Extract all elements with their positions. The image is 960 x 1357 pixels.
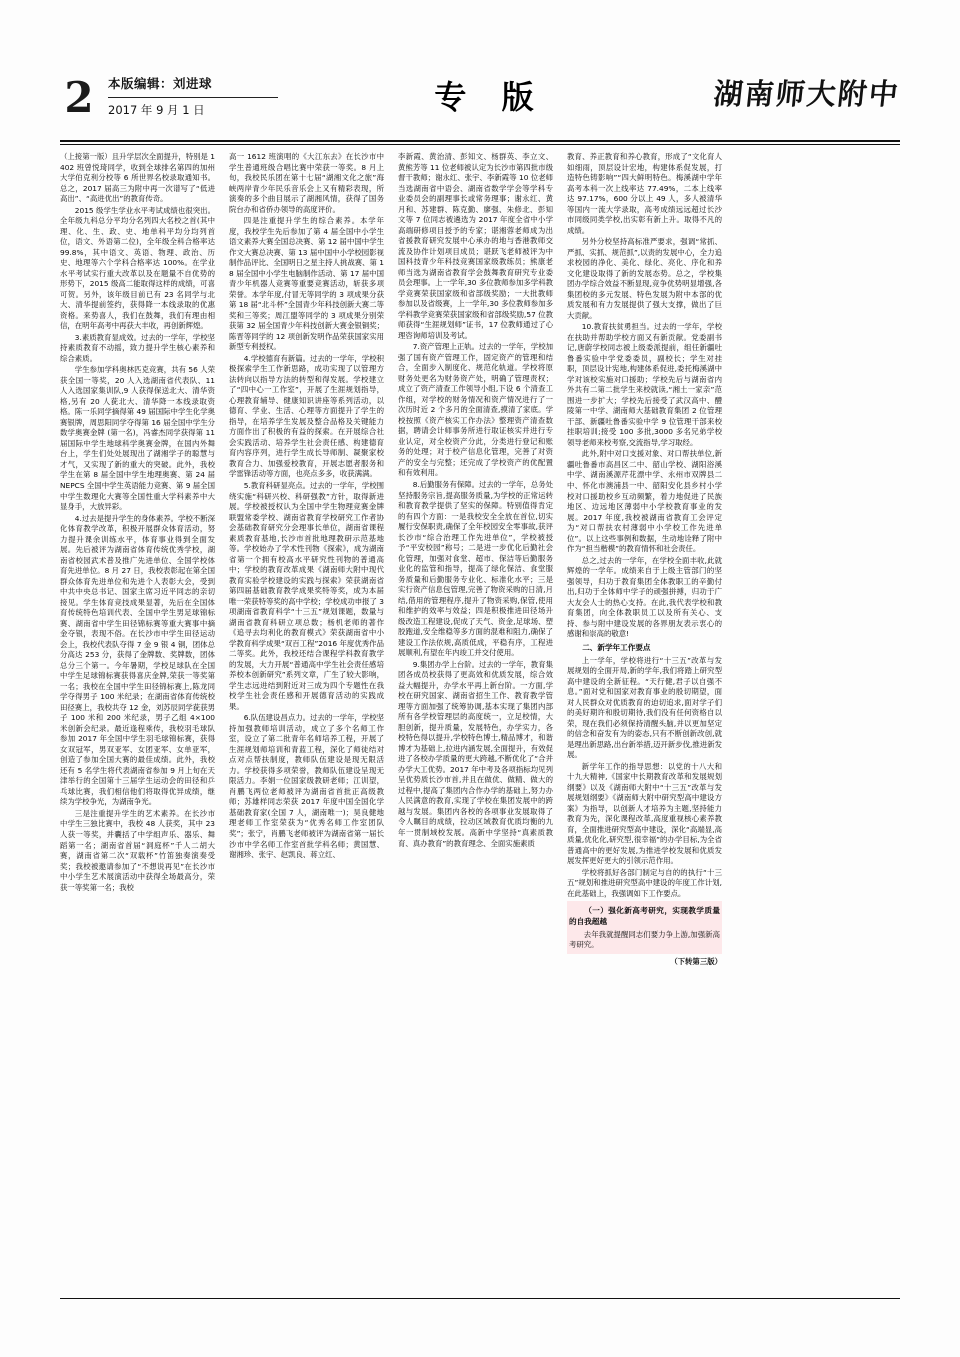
paragraph: 4.过去是提升学生的身体素养。学校不断深化体育教学改革，积极开展群众体育活动，努力提升课余训练水平，体育事业得到全面发展。先后被评为湖南省体育传统优秀学校，湖南省校园武术普及推广先进单位、全国学校体育先进单位。8 月 27 日，我校表彰起在第全国群众体育先进单位和先进个人表彰大会，受到中共中央总书记、国家主席习近平同志的亲切接见。学生体育竞技成果显著，先后在全国体育传统特色培训代表、全国中学生男足球锦标赛、湖南省中学生田径锦标赛等重大赛事中摘金夺银，表现不俗。在长沙市中学生田径运动会上，我校代表队夺得 7 金 9 银 4 铜，团体总分高达 253 分，获得了金牌数、奖牌数，团体总分三个第一。今年暑期，学校足球队在全国中学生足球锦标赛获得喜庆金牌,荣获一等奖第一名；我校在全国中学生田径锦标赛上,陈龙同学夺得男子 100 米纪录；在湖南省体育传统校田径赛上，我校共夺 12 金，刘苏辰同学莸获男子 100 米和 200 米纪录，男子乙组 4×100 米创新会纪录。最近逢程乘传，我校羽毛球队参加 2017 年全国中学生羽毛球锦标赛，获得女双冠军，男双亚军、女团亚军、女单亚军，创造了参加全国大赛的最佳成绩。此外，我校还有 5 名学生将代表湖南省参加 9 月上旬在天津举行的全国第十三届学生运动会的田径和乒乓球比赛，我们相信他们将取得优异成绩，继续为学校争光，为湖南争光。	[60, 513, 215, 807]
paragraph: 3.素质教育显成效。过去的一学年，学校坚持素质教育不动摇，致力提升学生核心素养和综合素质。	[60, 332, 215, 363]
publication-date: 2017 年 9 月 1 日	[108, 103, 205, 117]
article-columns	[60, 152, 900, 1292]
masthead-rule-thick	[60, 140, 900, 142]
column-4	[567, 152, 722, 1292]
paragraph: 4.学校德育有新篇。过去的一学年，学校积极探索学生工作新思路，成功实现了以管理方法转向以指导方法的转型和得发展。学校建立了“四中心一工作室”，开展了生涯规划指导，心理教育辅导、健康知识讲座等系列活动，以德育、学业、生活、心理等方面提升了学生的指导，在培养学生发展及整合品格及关键能力方面作出了积极的有益的探索。在开展综合社会实践活动、培养学生社会责任感、构建德育育内容序列，进行学生成长导师制、凝聚家校教育合力、加强爱校教育，开展志愿者服务和学雷锋活动等方面，也亮点多多，收获满满。	[229, 353, 384, 479]
paragraph: 此外,附中对口支援对象、对口帮扶单位,新疆吐鲁番市高昌区二中、韶山学校、湖阳浴溪中学、湖南溪源芹花漂中学、永州市双牌县二中、怀化市澳浦县一中、韶阳安化县乡村小学校对口援助校乡互动频繁，着力地促进了民族地区、边远地区薄弱中小学校教育事业的发展。2017 年度,我校被湖南省教育工会评定为“对口帮扶农村薄弱中小学校工作先进单位”。以上这些事例和数据，生动地诠释了附中作为“担当楷模”的教育情怀和社会责任。	[567, 449, 722, 554]
highlighted-section	[567, 901, 722, 954]
paragraph: 四是注重提升学生的综合素养。本学年度，我校学生先后参加了第 4 届全国中小学生语文素养大赛全国总决赛、第 12 届中国中学生作文大赛总决赛、第 13 届中国中小学校园影视制作品评比、全国明日之星主持人挑战赛、第 18 届全国中小学生电脑制作活动、第 17 届中国青少年机器人竞赛等重要竞赛活动，斩获多项荣誉。本学年度,付冒无等同学的 3 项成果分获第 18 届“北斗杯”全国青少年科技创新大赛二等奖和三等奖；周江盟等同学的 3 项成果分别荣获第 32 届全国青少年科技创新大赛金银铜奖；陈晋等同学的 12 项创新发明作品荣获国家实用新型专利授权。	[229, 216, 384, 352]
paragraph: 学校将抓好各部门制定与自的的执行“十三五”规划和推进研究型高中建设的年度工作计划,在此基础上，我强调如下工作要点。	[567, 867, 722, 898]
paragraph: 7.资产管理上正轨。过去的一学年，学校加强了国有资产管理工作，固定资产的管理和结合，全面步入制度化、规范化轨道。学校将原财务处更名为财务资产处，明确了管理责权；成立了资产清查工作领导小组,下设 6 个清查工作组，对学校的财务情况和资产情况进行了一次历时近 2 个多月的全面清查,摸清了家底。学校按照《资产核实工作办法》整理资产清查数据，聘请会计师事务所进行取证核实并进行专业认定，对全校资产分此，分类进行登记和账务的处理；对于校产信息化管理，完善了对资产的安全与完整；还完成了学校资产的优配置和有效利用。	[398, 342, 553, 478]
paragraph: 9.集团办学上台阶。过去的一学年，教育集团各成员校获得了更高效和优质发展，综合效益大幅提升，办学水平再上新台阶。一方面,学校在研究国家、湖南省招生工作、教育教学管理等方面加强了统筹协调,基本实现了集团内部所有各学校管理层的高度统一，立足校情，大胆创新，提升质量，发展特色，办学实力，各校特色得以提升,学校特色博士,精品博才，和谐博才为基础上,拉进内涵发展,全面提升，有效促进了各校办学质量的更大跨越,不断优化了“合并办学大工优势。2017 年中考及各项指标均见列呈优势质长沙市首,并且在做优、做精、做大的过程中,提高了集团内合作办学的基础上,努力办人民满意的教育,实现了学校在集团发展中的跨越与发展。集团内各校的各项事业发展取得了令人瞩目的成绩，拉动区域教育优质均衡的九年一贯制域校发展。高新中学坚持“真素质教育、真办教育”的教育理念、全面实施素质	[398, 659, 553, 848]
paragraph: 新学年工作的指导思想：以党的十八大和十九大精神,《国家中长期教育改革和发展规划纲要》以及《湖南师大附中“十三五”改革与发展规划纲要》《湖南师大附中研究型高中建设方案》为指导，以创新人才培养为主题,坚持能力教育为先，深化课程改革,高度重视核心素养教育，全面推进研究型高中建设，深化“高端显,高质量,优化化,研究型,很幸福”的办学目标,为全省普通高中的更好发展,为推进学校发展和优质发展发挥更好更大的引领示范作用。	[567, 761, 722, 866]
paragraph: 5.教育科研显亮点。过去的一学年，学校围绕实施“科研兴校、科研强教”方针，取得新进展。学校被授权认为全国中学生物理竞赛金牌联盟常委学校、湖南省教育学校研究工作者协会基础教育研究分会理事长单位，湖南省课程素质教育基地,长沙市首批地理教研示范基地等。学校始办了学术性刊物《探索》，成为湖南省第一个拥有校高水平研究性刊物的普通高中；学校的教育改革成果《湖南师大附中现代教育实验学校建设的实践与探索》荣获湖南省第四届基础教育教学成果奖特等奖，成为本届唯一荣获特等奖的高中学校；学校成功申报了 3 项湖南省教育科学“十三五”规划课题，数量与湖南省教育科研立项总数；杨机老师的著作《追寻去均利化的教育模式》荣获湖南省中小学教育科学成果“双百工程”2016 年度优秀作品二等奖。此外，我校还结合课程学科教育教学的发展，大力开展“普通高中学生社会责任感培养校本创新研究”系列文章，广生了较大影响，学生志远进结到附近对三成为四个专题性在我校学生社会责任感和开展德育活动的实践成果。	[229, 480, 384, 711]
highlight-paragraph: 去年我就提醒同志们要力争上游,加强新高考研究。	[569, 929, 720, 950]
paragraph: 高一 1612 班演唱的《大江东去》在长沙市中学生普通班级合唱比赛中荣获一等奖。8 月上旬，我校民乐团在第十七届“湖湘文化之旅”海峡两岸青少年民乐音乐会上又有精彩表现，所演奏的多个曲目展示了湖湘风情，获得了国务院台办和省侨办领导的高度评价。	[229, 152, 384, 214]
paragraph: 三是注重提升学生的艺术素养。在长沙市中学生三独比赛中，我校 48 人获奖，其中 23 人获一等奖，并囊括了中学组声乐、器乐、舞蹈第一名；湖南省首届“洞庭杯”千人二胡大赛，湖南省第二次“双载杯”竹笛独奏演奏受奖；我校被邀请参加了“不想说再见”在长沙市中小学生艺术展演活动中获得全场最高分，荣获一等奖第一名；我校	[60, 808, 215, 892]
editor-line: 本版编辑：刘进球	[108, 76, 213, 91]
continuation-note: （下转第三版）	[670, 956, 722, 966]
paragraph: 李新霞、黄治清、彭知文、杨群英、李立文、黄熊芳等 11 位老师被认定为长沙市第四批市级督干教师；谢永红、张宇、李新霞等 10 位老师当选湖南省中语会、湖南省数学学会等学科专业委员会的副理事长或常务理事；谢永红、黄月和、苏建群、陈克勤、廖强、朱修北、彭知文等 7 位同志被遴选为 2017 年度全省中小学高端研修项目授予的专家；谌湘蓉老师成为出省援教育研究发展中心承办的地与香港教师交流及协作计划项目成员；谌跃飞老师被评为中国科技青少年科技竞赛国家级教练员；熊康老师当选为湖南省教育学会鼓舞教育研究专业委员会理事。上一学年,30 多位教师参加多学科教学竞赛荣获国家级和省部级奖励；一大批教师参加以及省级赛，上一学年,30 多位教师参加多学科教学竞赛荣获国家级和省部级奖励,57 位教师获得“生涯规划师”证书，17 位教师通过了心理咨询师培训及考试。	[398, 152, 553, 340]
column-1	[60, 152, 215, 1292]
paragraph: 8.后勤服务有保障。过去的一学年，总务处坚持服务宗旨,提高服务质量,为学校的正常运转和教育教学提供了坚实的保障。特别值得肯定的有四个方面：一是我校安全全放在首位,切实履行安保职责,确保了全年校园安全零事故,获评长沙市“综合治理工作先进单位”，学校被授予“平安校园”称号；二是进一步优化后勤社会化管理，加强对食堂、超市、保洁等后勤服务业化的监管和指导，提高了绿化保洁、食堂服务质量和后勤服务专业化、标准化水平；三是实行资产信息包管理,完善了物资采购的日清,月结,借用的管理程序,提升了物资采购,保管,使用和维护的效率与效益；四是积极推进田径场升级改造工程建设,促成了天气、资金,足球场、塑胶跑道,安全维稳等多方面的混难和阻力,确保了建设工作法依规,高质低成，平稳有序，工程进展顺利,有望在年内竣工并交付使用。	[398, 479, 553, 658]
column-2	[229, 152, 384, 1292]
paragraph: 另外分校坚持高标准严要求，强调“常抓、严抓、实抓、规范抓”,以责的发展中心，全力追求校园的净化、美化、绿化、亮化、序化和养文化建设取得了新的发展态势。总之，学校集团办学综合效益不断显现,竞争优势明显增强,各集团校的多元发展、特色发展为附中本部的优质发展和有力发展提供了强大支撑，做出了巨大贡献。	[567, 237, 722, 320]
highlight-heading: （一）强化新高考研究，实现教学质量的自我超越	[569, 906, 720, 927]
paragraph: 10.教育扶贫勇担当。过去的一学年，学校在扶助并帮助学校方面又有新贡献。党委副书记,唐蔚学校同志被上级委派提前，组任新疆吐鲁番实验中学党委委员，副校长；学生对挂职，顶层设计宪地,构建体系促进,委托梅溪湖中学对该校实施对口援助；学校先后与湖南省内外共有二第二批学生来校就读,“湘土一家亲”范围进一步扩大；学校先后接受了武汉高中、醴陵第一中学、湖南师大基础教育集团 2 位管理干部、新疆吐鲁番实验中学 9 位管理干部来校挂职培训;接受 100 多批,3000 多名兄弟学校领导老师来校考察,交流指导,学习取经。	[567, 322, 722, 447]
page-number-box	[60, 73, 98, 122]
section-title: 专 版	[434, 78, 546, 116]
paragraph: 6.队伍建设昌点力。过去的一学年，学校坚持加强教师培训活动，成立了多个名师工作室，设立了第二批青年名师培养工程，开展了生涯规划师培训和青蓝工程，深化了师徒结对点对点帮扶制度，教师队伍建设是现无限活力。学校获得多项荣誉，教师队伍建设呈现无限活力。李娟一位国家级教研老师；江训望，肖鹏飞两位老师被评为湖南省首批正高级教师；苏雄样同志荣获 2017 年度中国全国化学基础教育家(全国 7 人，湖南唯一)；昊良健地理老师工作室荣获为“优秀名师工作室团队奖”；张宁，肖鹏飞老师被评为湖南省第一届长沙市中学名师工作室首批学科名师；黄国慧、谢湘珍、张宇、赵凯良、蒋立红、	[229, 713, 384, 860]
paragraph: 总之,过去的一学年，在学校全面丰收,此就辉煌的一学年。成绩来自于上级主管部门的坚强领导，归功于教育集团全体教职工的辛勤付出,归功于全体师中学子的顽强拼搏，归功于广大友会人士的热心支持。在此,我代表学校和教育集团，向全体教职员工以及所有关心、支持、参与附中建设发展的各界朋友表示衷心的感谢和崇高的敬意!	[567, 555, 722, 639]
page-bottom-rule	[60, 1298, 900, 1299]
paragraph: 2015 级学生学业水平考试成绩也很突出。全年级九科总分平均分名列四大名校之首(其中理、化、生、政、史、地单科平均分均列首位，语文、外语第二位)，全年级全科合格率达 99.8%，其中语文、英语、物理、政治、历史、地理等六个学科合格率达 100%。在学业水平考试实行重大改革以及在题量不自优势的形势下，2015 级高二能取得这样的成绩，可喜可贺。另外，该年级目前已有 23 名同学与北大、清华提前签约，获得降一本线录取的优惠资格。来势喜人，我们在鼓舞，我们有理由相信，在明年高考中再获大丰收，再创新辉煌。	[60, 205, 215, 331]
newspaper-logo: 湖南师大附中	[712, 77, 902, 111]
paragraph: 教育、养正教育和养心教育，形成了“文化育人如细雨，顶层设计宏地，构建体系促发展，打造特色铸影响”“四大鲜明特色。梅溪湖中学年高考本科一次上线率达 77.49%，二本上线率达 97.17%，600 分以上 49 人，多人被清华等国内一流大学录取，高考成绩远远超过长沙市同级同类学校,出实彰有新上升。取得不凡的成绩。	[567, 152, 722, 235]
paragraph: （上接第一版）且升学层次全面提升，特别是 1402 班曾悦琦同学，收到全球排名第四的加州大学伯克利分校等 6 所世界名校录取通知书。总之，2017 届高三为附中再一次谱写了“低进高出”、“高进优出”的教育传奇。	[60, 152, 215, 204]
page-number: 2	[64, 73, 94, 122]
paragraph: 学生参加学科奥林匹克竞赛，共有 56 人荣获全国一等奖，20 人入选湖南省代表队、11 人入选国家集训队,9 人获得保送北大、清华资格,另有 20 人莸北大、清华降一本线录取资格。陈一乐同学摘得第 49 届国际中学生化学奥赛银牌，周思阳同学夺得第 16 届全国中学生分数学奥赛金牌 (第一名)，冯睿杰同学获得第 11 届国际中学生地球科学奥赛金牌，在国内外舞台上，学生们处处展现出了湖湘学子的聪慧与才气，又实现了新的重大的突破。此外，我校学生在第 8 届全国中学生地理奥赛、第 24 届 NEPCS 全国中学生英语能力竞赛、第 9 届全国中学生数理化大赛等全国性重大学科素养中大显身手，大放异彩。	[60, 365, 215, 512]
masthead-meta	[108, 74, 328, 118]
section-heading: 二、新学年工作要点	[582, 642, 651, 652]
masthead-divider	[108, 97, 278, 98]
masthead-rule-thin	[60, 144, 900, 145]
masthead	[60, 72, 900, 134]
paragraph: 上一学年，学校将进行“十三五”改革与发展规划的全面开局,新的学年,我们将踏上研究型高中建设的全新征程。“天行健,君子以自强不息。”面对党和国家对教育事业的殷切期望，面对人民群众对优质教育的迫切追求,面对学子们的美好期许和殷切期待,我们没有任何资格自以荣，现在我们必须保持清醒头脑,并以更加坚定的信念和奋发有为的姿态,只有不断创新改创,就是理出新思路,出台新举措,迈开新步伐,推进新发展。	[567, 655, 722, 760]
column-3	[398, 152, 553, 1292]
